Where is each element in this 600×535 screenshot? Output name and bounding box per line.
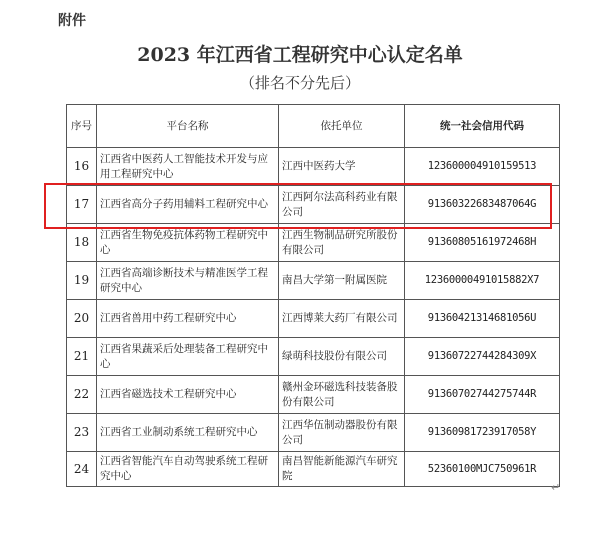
document-subtitle: （排名不分先后） (239, 74, 360, 92)
row-credit-code: 52360100MJC750961R (405, 452, 560, 487)
table-row (67, 376, 560, 414)
row-host-unit: 江西阿尔法高科药业有限公司 (279, 186, 405, 224)
row-platform-name: 江西省磁选技术工程研究中心 (97, 376, 279, 414)
row-credit-code: 12360000491015882X7 (405, 262, 560, 300)
row-index: 19 (67, 262, 97, 300)
row-platform-name: 江西省果蔬采后处理装备工程研究中心 (97, 338, 279, 376)
row-index: 22 (67, 376, 97, 414)
table-row (67, 300, 560, 338)
row-platform-name: 江西省工业制动系统工程研究中心 (97, 414, 279, 452)
row-host-unit: 赣州金环磁选科技装备股份有限公司 (279, 376, 405, 414)
row-credit-code: 91360805161972468H (405, 224, 560, 262)
header-host-unit: 依托单位 (279, 105, 405, 148)
row-host-unit: 南昌大学第一附属医院 (279, 262, 405, 300)
row-host-unit: 绿萌科技股份有限公司 (279, 338, 405, 376)
row-index: 24 (67, 452, 97, 487)
table-row (67, 262, 560, 300)
paragraph-return-mark: ↵ (551, 481, 561, 494)
table-row (67, 148, 560, 186)
row-host-unit: 江西生物制品研究所股份有限公司 (279, 224, 405, 262)
table-row (67, 338, 560, 376)
row-platform-name: 江西省生物免疫抗体药物工程研究中心 (97, 224, 279, 262)
row-platform-name: 江西省智能汽车自动驾驶系统工程研究中心 (97, 452, 279, 487)
row-platform-name: 江西省中医药人工智能技术开发与应用工程研究中心 (97, 148, 279, 186)
certification-table (66, 104, 560, 487)
row-platform-name: 江西省高分子药用辅料工程研究中心 (97, 186, 279, 224)
row-host-unit: 江西中医药大学 (279, 148, 405, 186)
row-host-unit: 江西博莱大药厂有限公司 (279, 300, 405, 338)
table-row (67, 452, 560, 487)
row-platform-name: 江西省兽用中药工程研究中心 (97, 300, 279, 338)
row-index: 21 (67, 338, 97, 376)
header-index: 序号 (67, 105, 97, 148)
row-credit-code: 91360421314681056U (405, 300, 560, 338)
row-index: 23 (67, 414, 97, 452)
row-host-unit: 江西华伍制动器股份有限公司 (279, 414, 405, 452)
table-row (67, 224, 560, 262)
row-index: 18 (67, 224, 97, 262)
header-credit-code: 统一社会信用代码 (405, 105, 560, 148)
row-index: 17 (67, 186, 97, 224)
document-title: 2023 年江西省工程研究中心认定名单 (137, 44, 463, 66)
row-credit-code: 91360322683487064G (405, 186, 560, 224)
table-row (67, 186, 560, 224)
row-credit-code: 91360702744275744R (405, 376, 560, 414)
row-index: 16 (67, 148, 97, 186)
table-row (67, 414, 560, 452)
row-index: 20 (67, 300, 97, 338)
attachment-label: 附件 (58, 13, 86, 29)
row-credit-code: 12360000491015951З (405, 148, 560, 186)
header-platform-name: 平台名称 (97, 105, 279, 148)
row-platform-name: 江西省高端诊断技术与精准医学工程研究中心 (97, 262, 279, 300)
table-header-row (67, 105, 560, 148)
row-credit-code: 91360981723917058Y (405, 414, 560, 452)
row-credit-code: 91360722744284309X (405, 338, 560, 376)
row-host-unit: 南昌智能新能源汽车研究院 (279, 452, 405, 487)
